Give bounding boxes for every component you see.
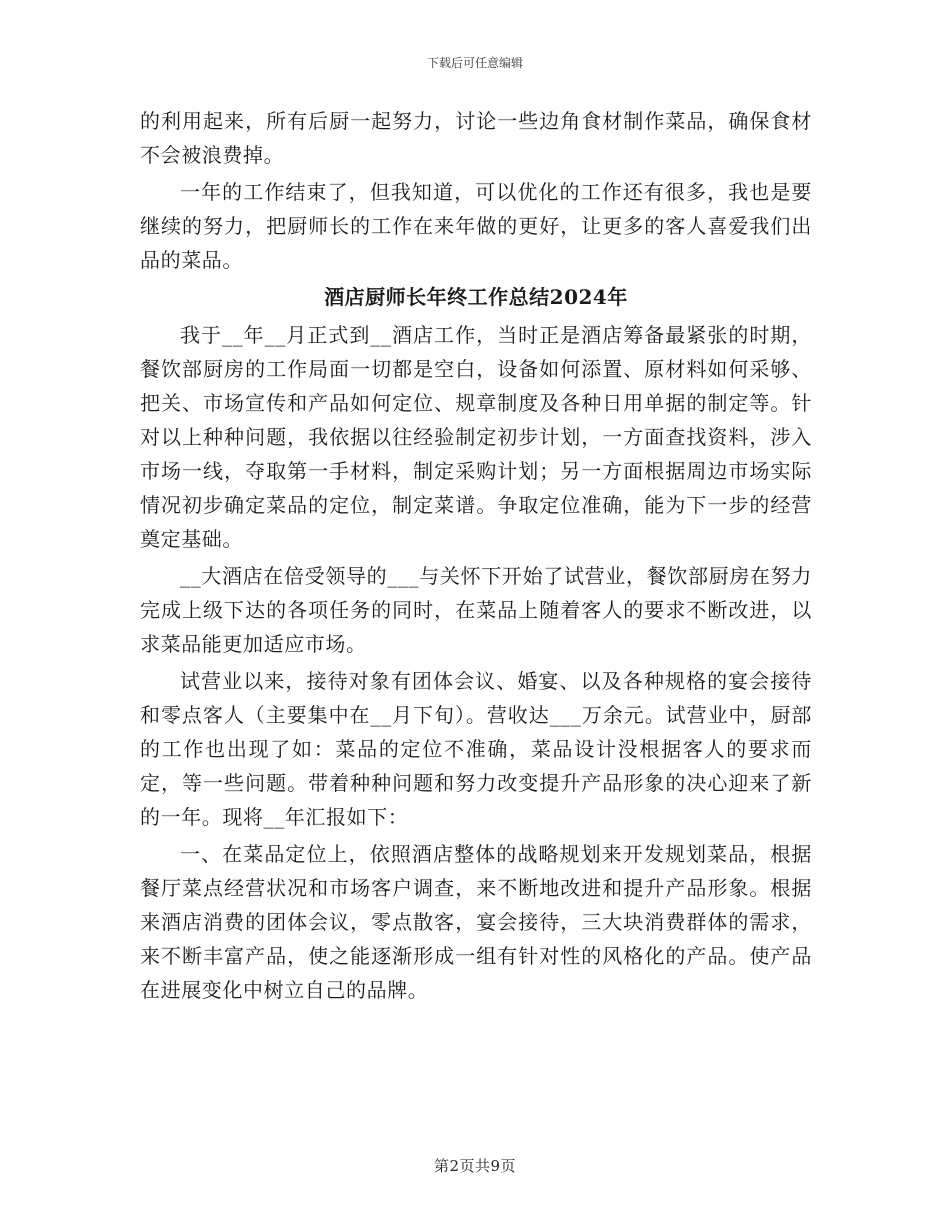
paragraph-trial-summary: 试营业以来，接待对象有团体会议、婚宴、以及各种规格的宴会接待和零点客人（主要集中在__月下旬）。营收达___万余元。试营业中，厨部的工作也出现了如：菜品的定位不准确，菜品设计没根据客人的要求而定，等一些问题。带着种种问题和努力改变提升产品形象的决心迎来了新的一年。现将__年汇报如下： [140,669,812,829]
section-title: 酒店厨师长年终工作总结2024年 [324,285,628,309]
paragraph-continuation: 的利用起来，所有后厨一起努力，讨论一些边角食材制作菜品，确保食材不会被浪费掉。 [140,109,812,167]
page-header: 下载后可任意编辑 [426,56,523,70]
paragraph-menu-positioning: 一、在菜品定位上，依照酒店整体的战略规划来开发规划菜品，根据餐厅菜点经营状况和市场客户调查，来不断地改进和提升产品形象。根据来酒店消费的团体会议，零点散客，宴会接待，三大块消费群体的需求，来不断丰富产品，使之能逐渐形成一组有针对性的风格化的产品。使产品在进展变化中树立自己的品牌。 [140,842,812,1002]
page-number: 第2页共9页 [433,1157,517,1175]
paragraph-conclusion: 一年的工作结束了，但我知道，可以优化的工作还有很多，我也是要继续的努力，把厨师长的工作在来年做的更好，让更多的客人喜爱我们出品的菜品。 [140,180,812,272]
paragraph-trial-opening: __大酒店在倍受领导的___与关怀下开始了试营业，餐饮部厨房在努力完成上级下达的各项任务的同时，在菜品上随着客人的要求不断改进，以求菜品能更加适应市场。 [140,564,812,656]
document-body [140,104,812,1010]
paragraph-intro: 我于__年__月正式到__酒店工作，当时正是酒店筹备最紧张的时期，餐饮部厨房的工作局面一切都是空白，设备如何添置、原材料如何采够、把关、市场宣传和产品如何定位、规章制度及各种日用单据的制定等。针对以上种种问题，我依据以往经验制定初步计划，一方面查找资料，涉入市场一线，夺取第一手材料，制定采购计划；另一方面根据周边市场实际情况初步确定菜品的定位，制定菜谱。争取定位准确，能为下一步的经营奠定基础。 [140,323,812,551]
